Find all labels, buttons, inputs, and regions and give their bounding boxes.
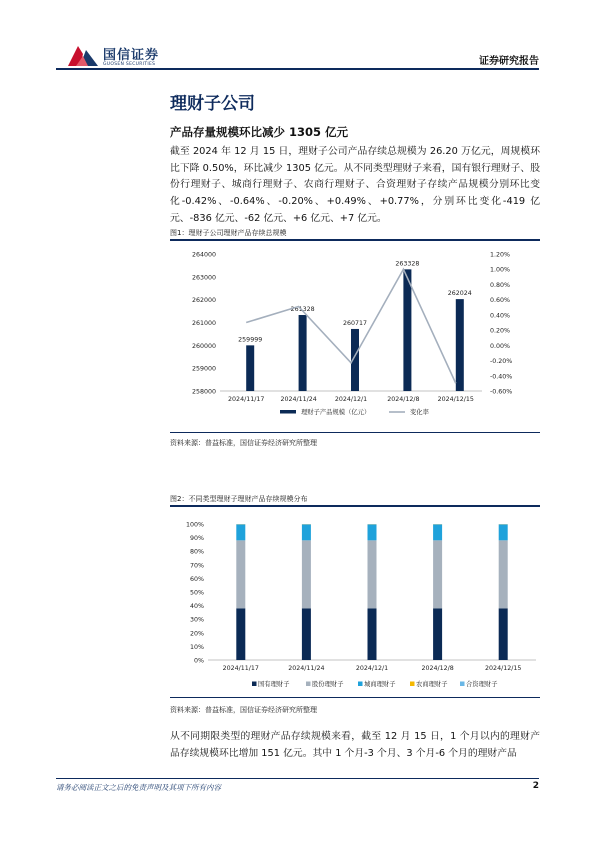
chart1-y2tick-label: 1.20%: [490, 251, 511, 259]
chart2-ytick-label: 40%: [190, 603, 204, 611]
body-paragraph-2: 从不同期限类型的理财产品存续规模来看，截至 12 月 15 日，1 个月以内的理财产品存续规模环比增加 151 亿元。其中 1 个月-3 个月、3 个月-6 个月的理财产品: [170, 731, 540, 759]
chart1-y2tick-label: 1.00%: [490, 266, 511, 274]
chart1-ytick-label: 260000: [191, 342, 216, 350]
logo-icon: [66, 42, 100, 68]
body-paragraph: 截至 2024 年 12 月 15 日，理财子公司产品存续总规模为 26.20 万亿元，周规模环比下降 0.50%，环比减少 1305 亿元。从不同类型理财子来看，国有银行理财子、股份行理财子、城商行理财子、农商行理财子、合资理财子存续产品规模分别环比变化-0.42%、-0.64%、-0.20%、+0.49%、+0.77%，分别环比变化-419 亿元、-836 亿元、-62 亿元、+6 亿元、+7 亿元。: [170, 146, 540, 224]
chart1-xtick-label: 2024/11/17: [228, 396, 265, 403]
chart1-data-label: 259999: [238, 336, 263, 344]
chart2-ytick-label: 80%: [190, 548, 204, 556]
logo-cn: 国信证券: [103, 48, 160, 63]
chart2-ytick-label: 0%: [194, 657, 204, 665]
chart2-xtick-label: 2024/12/8: [421, 665, 454, 672]
chart2-legend-swatch: [306, 682, 311, 687]
chart2-bar-segment: [368, 525, 377, 541]
chart1-xtick-label: 2024/12/1: [334, 396, 368, 403]
chart2-bar-segment: [368, 608, 377, 660]
chart1-y2tick-label: 0.60%: [490, 297, 511, 305]
section-title: 理财子公司: [170, 94, 255, 114]
chart2-bar-segment: [236, 525, 245, 541]
chart2-ytick-label: 10%: [190, 643, 204, 651]
footer-disclaimer: 请务必阅读正文之后的免责声明及其项下所有内容: [56, 783, 221, 792]
chart1-y2tick-label: -0.60%: [490, 388, 513, 396]
chart2-ytick-label: 30%: [190, 616, 204, 624]
chart1-data-label: 263328: [395, 260, 420, 268]
chart2-xtick-label: 2024/12/15: [485, 665, 522, 672]
chart2-legend-swatch: [460, 682, 465, 687]
chart1-y2tick-label: 0.00%: [490, 342, 511, 350]
chart2-legend-label: 合资理财子: [466, 681, 498, 688]
figure1-source-rule: [170, 432, 540, 433]
chart2-legend-label: 农商理财子: [416, 681, 448, 688]
chart1-ytick-label: 259000: [191, 365, 216, 373]
chart1-y2tick-label: 0.20%: [490, 327, 511, 335]
chart2-bar-segment: [433, 525, 442, 541]
chart2-bar-segment: [433, 540, 442, 608]
chart1-y2tick-label: -0.40%: [490, 373, 513, 381]
figure2-source-rule: [170, 697, 540, 698]
chart1-y2tick-label: -0.20%: [490, 358, 513, 366]
chart2-bar-segment: [499, 608, 508, 660]
chart1-ytick-label: 262000: [191, 297, 216, 305]
logo-en: GUOSEN SECURITIES: [103, 62, 156, 67]
chart2-bar-segment: [302, 540, 311, 608]
chart2-ytick-label: 50%: [190, 589, 204, 597]
chart2-xtick-label: 2024/11/24: [288, 665, 325, 672]
chart1-xtick-label: 2024/11/24: [280, 396, 317, 403]
chart2-xtick-label: 2024/11/17: [222, 665, 259, 672]
chart1-bar: [456, 299, 464, 391]
chart1-ytick-label: 264000: [191, 251, 216, 259]
report-type: 证券研究报告: [479, 56, 539, 67]
header-rule: [56, 68, 539, 70]
chart1-bar: [403, 269, 411, 391]
chart1-legend-bar-swatch: [280, 410, 296, 414]
chart1-legend-line-label: 变化率: [410, 409, 429, 416]
chart1-xtick-label: 2024/12/8: [387, 396, 420, 403]
chart2-ytick-label: 20%: [190, 630, 204, 638]
chart2-legend-label: 股份理财子: [312, 681, 344, 688]
chart2-xtick-label: 2024/12/1: [355, 665, 389, 672]
chart1-y2tick-label: 0.40%: [490, 312, 511, 320]
chart1-bar: [299, 315, 307, 391]
chart2-bar-segment: [433, 608, 442, 660]
chart2-bar-segment: [499, 540, 508, 608]
chart2-ytick-label: 100%: [185, 521, 204, 529]
figure2-rule: [170, 505, 540, 507]
chart1-data-label: 260717: [342, 319, 368, 327]
chart-total-scale: [170, 242, 540, 427]
chart1-ytick-label: 258000: [191, 388, 216, 396]
chart1-ytick-label: 261000: [191, 320, 216, 327]
page-number: 2: [532, 781, 539, 791]
figure2-source: 资料来源：普益标准，国信证券经济研究所整理: [170, 706, 317, 714]
chart2-ytick-label: 90%: [190, 535, 204, 543]
chart2-legend-label: 国有理财子: [258, 681, 290, 688]
chart2-bar-segment: [302, 608, 311, 660]
figure1-title: 图1：理财子公司理财产品存续总规模: [170, 229, 287, 237]
chart1-data-label: 261328: [290, 306, 315, 314]
chart2-bar-segment: [236, 608, 245, 660]
chart1-data-label: 262024: [447, 290, 472, 298]
chart2-legend-label: 城商理财子: [364, 681, 396, 688]
section-subtitle: 产品存量规模环比减少 1305 亿元: [170, 125, 349, 139]
chart1-ytick-label: 263000: [191, 274, 216, 282]
chart2-ytick-label: 70%: [190, 562, 204, 570]
chart1-xtick-label: 2024/12/15: [437, 396, 474, 403]
figure2-title: 图2：不同类型理财子理财产品存续规模分布: [170, 495, 308, 503]
chart2-legend-swatch: [252, 682, 257, 687]
chart1-legend-bar-label: 理财子产品规模（亿元）: [301, 409, 371, 416]
chart1-bar: [246, 345, 254, 391]
footer-rule: [56, 778, 539, 779]
brand-logo: [66, 42, 100, 68]
chart2-ytick-label: 60%: [190, 575, 204, 583]
chart2-bar-segment: [236, 540, 245, 608]
chart2-legend-swatch: [358, 682, 363, 687]
figure1-source: 资料来源：普益标准，国信证券经济研究所整理: [170, 439, 317, 447]
chart2-legend-swatch: [410, 682, 415, 687]
chart-type-distribution: [170, 508, 540, 695]
chart2-bar-segment: [499, 525, 508, 541]
chart2-bar-segment: [302, 525, 311, 541]
chart2-bar-segment: [368, 540, 377, 608]
figure1-rule: [170, 239, 540, 241]
chart1-y2tick-label: 0.80%: [490, 281, 511, 289]
